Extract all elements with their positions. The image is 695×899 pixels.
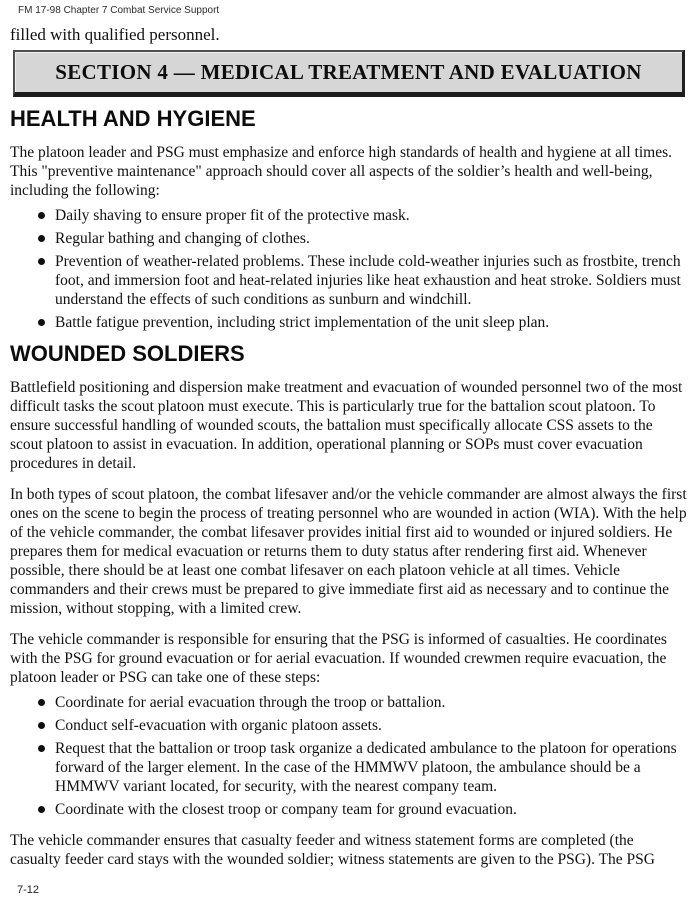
bullet-item bbox=[55, 739, 685, 796]
bullet-item bbox=[55, 206, 685, 225]
bullet-text: Battle fatigue prevention, including strict implementation of the unit sleep plan. bbox=[55, 314, 550, 331]
running-header: FM 17-98 Chapter 7 Combat Service Support bbox=[18, 5, 220, 16]
bullet-item bbox=[55, 800, 685, 819]
bullet-icon bbox=[38, 722, 45, 729]
section-banner-title: SECTION 4 — MEDICAL TREATMENT AND EVALUATION bbox=[55, 59, 642, 84]
bullet-icon bbox=[38, 699, 45, 706]
bullet-icon bbox=[38, 258, 45, 265]
bullet-icon bbox=[38, 806, 45, 813]
section-banner bbox=[13, 50, 685, 97]
bullet-text: Regular bathing and changing of clothes. bbox=[55, 230, 310, 247]
bullet-icon bbox=[38, 745, 45, 752]
bullet-text: Daily shaving to ensure proper fit of the protective mask. bbox=[55, 207, 410, 224]
paragraph-vehicle-commander-psg: The vehicle commander is responsible for ensuring that the PSG is informed of casualties. He coordinates with the PSG for ground evacuation or for aerial evacuation. If wounded crewmen require evacuation, the platoon leader or PSG can take one of these steps: bbox=[10, 631, 667, 686]
bullet-item bbox=[55, 252, 685, 309]
paragraph-casualty-feeder: The vehicle commander ensures that casualty feeder and witness statement forms are completed (the casualty feeder card stays with the wounded soldier; witness statements are given to the PSG). The PSG bbox=[10, 832, 655, 868]
intro-line: filled with qualified personnel. bbox=[10, 25, 220, 44]
bullet-item bbox=[55, 229, 685, 248]
bullet-icon bbox=[38, 235, 45, 242]
paragraph-battlefield-positioning: Battlefield positioning and dispersion make treatment and evacuation of wounded personnel two of the most difficult tasks the scout platoon must execute. This is particularly true for the battalion scout platoon. To ensure successful handling of wounded scouts, the battalion must specifically allocate CSS assets to the scout platoon to assist in evacuation. In addition, operational planning or SOPs must cover evacuation procedures in detail. bbox=[10, 379, 683, 472]
bullet-item bbox=[55, 716, 685, 735]
bullet-item bbox=[55, 693, 685, 712]
bullet-text: Conduct self-evacuation with organic platoon assets. bbox=[55, 717, 382, 734]
bullet-text: Coordinate for aerial evacuation through the troop or battalion. bbox=[55, 694, 446, 711]
bullet-icon bbox=[38, 319, 45, 326]
page-number: 7-12 bbox=[17, 884, 40, 896]
heading-wounded-soldiers: WOUNDED SOLDIERS bbox=[10, 341, 245, 366]
paragraph-health-intro: The platoon leader and PSG must emphasize and enforce high standards of health and hygiene at all times. This "preventive maintenance" approach should cover all aspects of the soldier’s health and well-being, including the following: bbox=[10, 144, 672, 199]
bullet-text: Coordinate with the closest troop or company team for ground evacuation. bbox=[55, 801, 517, 818]
bullet-text: Prevention of weather-related problems. These include cold-weather injuries such as frostbite, trench foot, and immersion foot and heat-related injuries like heat exhaustion and heat stroke. Soldiers must understand the effects of such conditions as sunburn and windchill. bbox=[55, 253, 681, 308]
bullet-item bbox=[55, 313, 685, 332]
heading-health-and-hygiene: HEALTH AND HYGIENE bbox=[10, 106, 256, 131]
health-bullet-list bbox=[0, 206, 685, 332]
evacuation-bullet-list bbox=[0, 693, 685, 819]
paragraph-combat-lifesaver: In both types of scout platoon, the combat lifesaver and/or the vehicle commander are almost always the first ones on the scene to begin the process of treating personnel who are wounded in action (WIA). With the help of the vehicle commander, the combat lifesaver provides initial first aid to wounded or injured soldiers. He prepares them for medical evacuation or returns them to duty status after rendering first aid. Whenever possible, there should be at least one combat lifesaver on each platoon vehicle at all times. Vehicle commanders and their crews must be prepared to give immediate first aid as necessary and to continue the mission, without stopping, with a limited crew. bbox=[10, 486, 687, 617]
bullet-icon bbox=[38, 212, 45, 219]
bullet-text: Request that the battalion or troop task organize a dedicated ambulance to the platoon for operations forward of the larger element. In the case of the HMMWV platoon, the ambulance should be a HMMWV variant located, for security, with the nearest company team. bbox=[55, 740, 677, 795]
